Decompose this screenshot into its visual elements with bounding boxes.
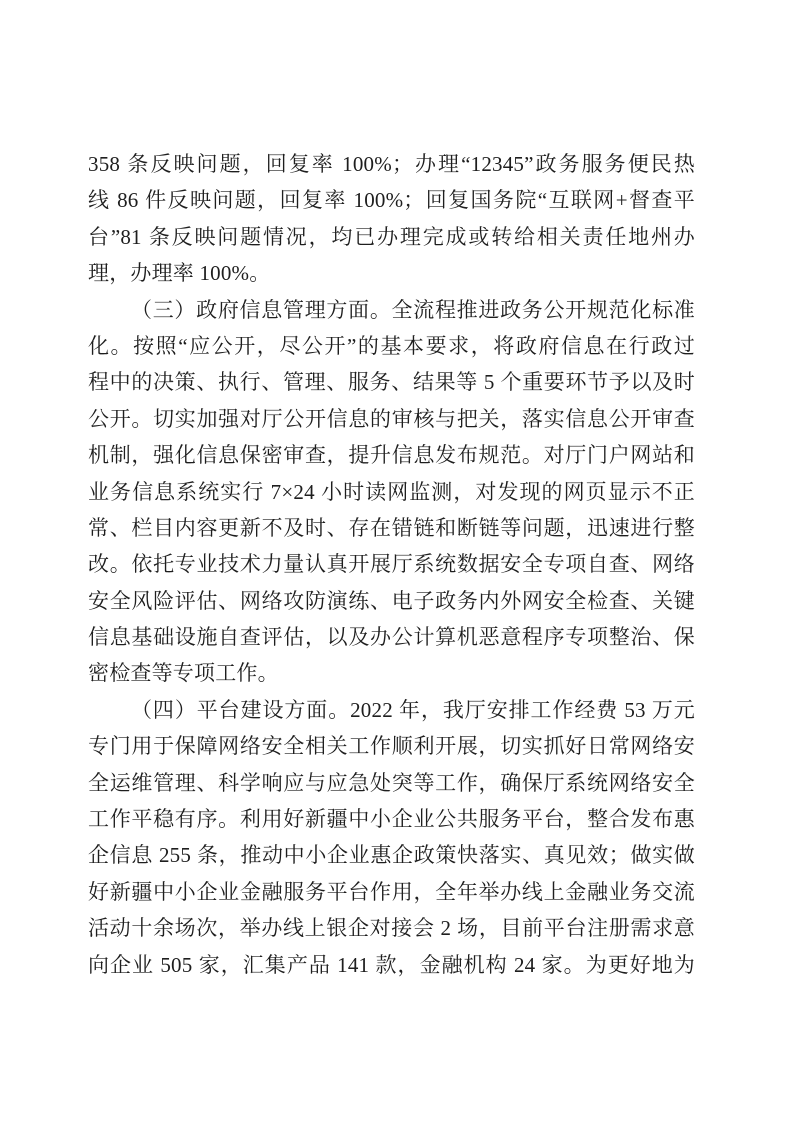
- text-line: 常、栏目内容更新不及时、存在错链和断链等问题，迅速进行整: [88, 515, 695, 540]
- paragraph-complaint-handling: [88, 146, 695, 292]
- text-line: 专门用于保障网络安全相关工作顺利开展，切实抓好日常网络安: [88, 734, 695, 759]
- text-line: 台”81 条反映问题情况，均已办理完成或转给相关责任地州办: [88, 224, 695, 249]
- section-4-heading-line: （四）平台建设方面。2022 年，我厅安排工作经费 53 万元: [131, 697, 695, 722]
- text-line: 向企业 505 家，汇集产品 141 款，金融机构 24 家。为更好地为: [88, 952, 695, 977]
- text-line: 安全风险评估、网络攻防演练、电子政务内外网安全检查、关键: [88, 588, 695, 613]
- text-line: 理，办理率 100%。: [88, 261, 271, 286]
- text-line: 密检查等专项工作。: [88, 661, 279, 686]
- section-3-heading-line: （三）政府信息管理方面。全流程推进政务公开规范化标准: [131, 297, 695, 322]
- text-line: 程中的决策、执行、管理、服务、结果等 5 个重要环节予以及时: [88, 370, 695, 395]
- text-line: 线 86 件反映问题，回复率 100%；回复国务院“互联网+督查平: [88, 188, 695, 213]
- text-line: 公开。切实加强对厅公开信息的审核与把关，落实信息公开审查: [88, 406, 695, 431]
- text-line: 业务信息系统实行 7×24 小时读网监测，对发现的网页显示不正: [88, 479, 695, 504]
- text-line: 好新疆中小企业金融服务平台作用，全年举办线上金融业务交流: [88, 879, 695, 904]
- text-line: 化。按照“应公开，尽公开”的基本要求，将政府信息在行政过: [88, 333, 695, 358]
- paragraph-section-3-information-management: [88, 292, 695, 692]
- text-line: 信息基础设施自查评估，以及办公计算机恶意程序专项整治、保: [88, 625, 695, 650]
- text-line: 改。依托专业技术力量认真开展厅系统数据安全专项自查、网络: [88, 552, 695, 577]
- text-line: 企信息 255 条，推动中小企业惠企政策快落实、真见效；做实做: [88, 843, 695, 868]
- text-line: 工作平稳有序。利用好新疆中小企业公共服务平台，整合发布惠: [88, 807, 695, 832]
- text-line: 358 条反映问题，回复率 100%；办理“12345”政务服务便民热: [88, 152, 695, 176]
- document-text-block: [88, 146, 695, 983]
- text-line: 全运维管理、科学响应与应急处突等工作，确保厅系统网络安全: [88, 770, 695, 795]
- paragraph-section-4-platform-construction: [88, 692, 695, 983]
- text-line: 机制，强化信息保密审查，提升信息发布规范。对厅门户网站和: [88, 443, 695, 468]
- text-line: 活动十余场次，举办线上银企对接会 2 场，目前平台注册需求意: [88, 916, 695, 941]
